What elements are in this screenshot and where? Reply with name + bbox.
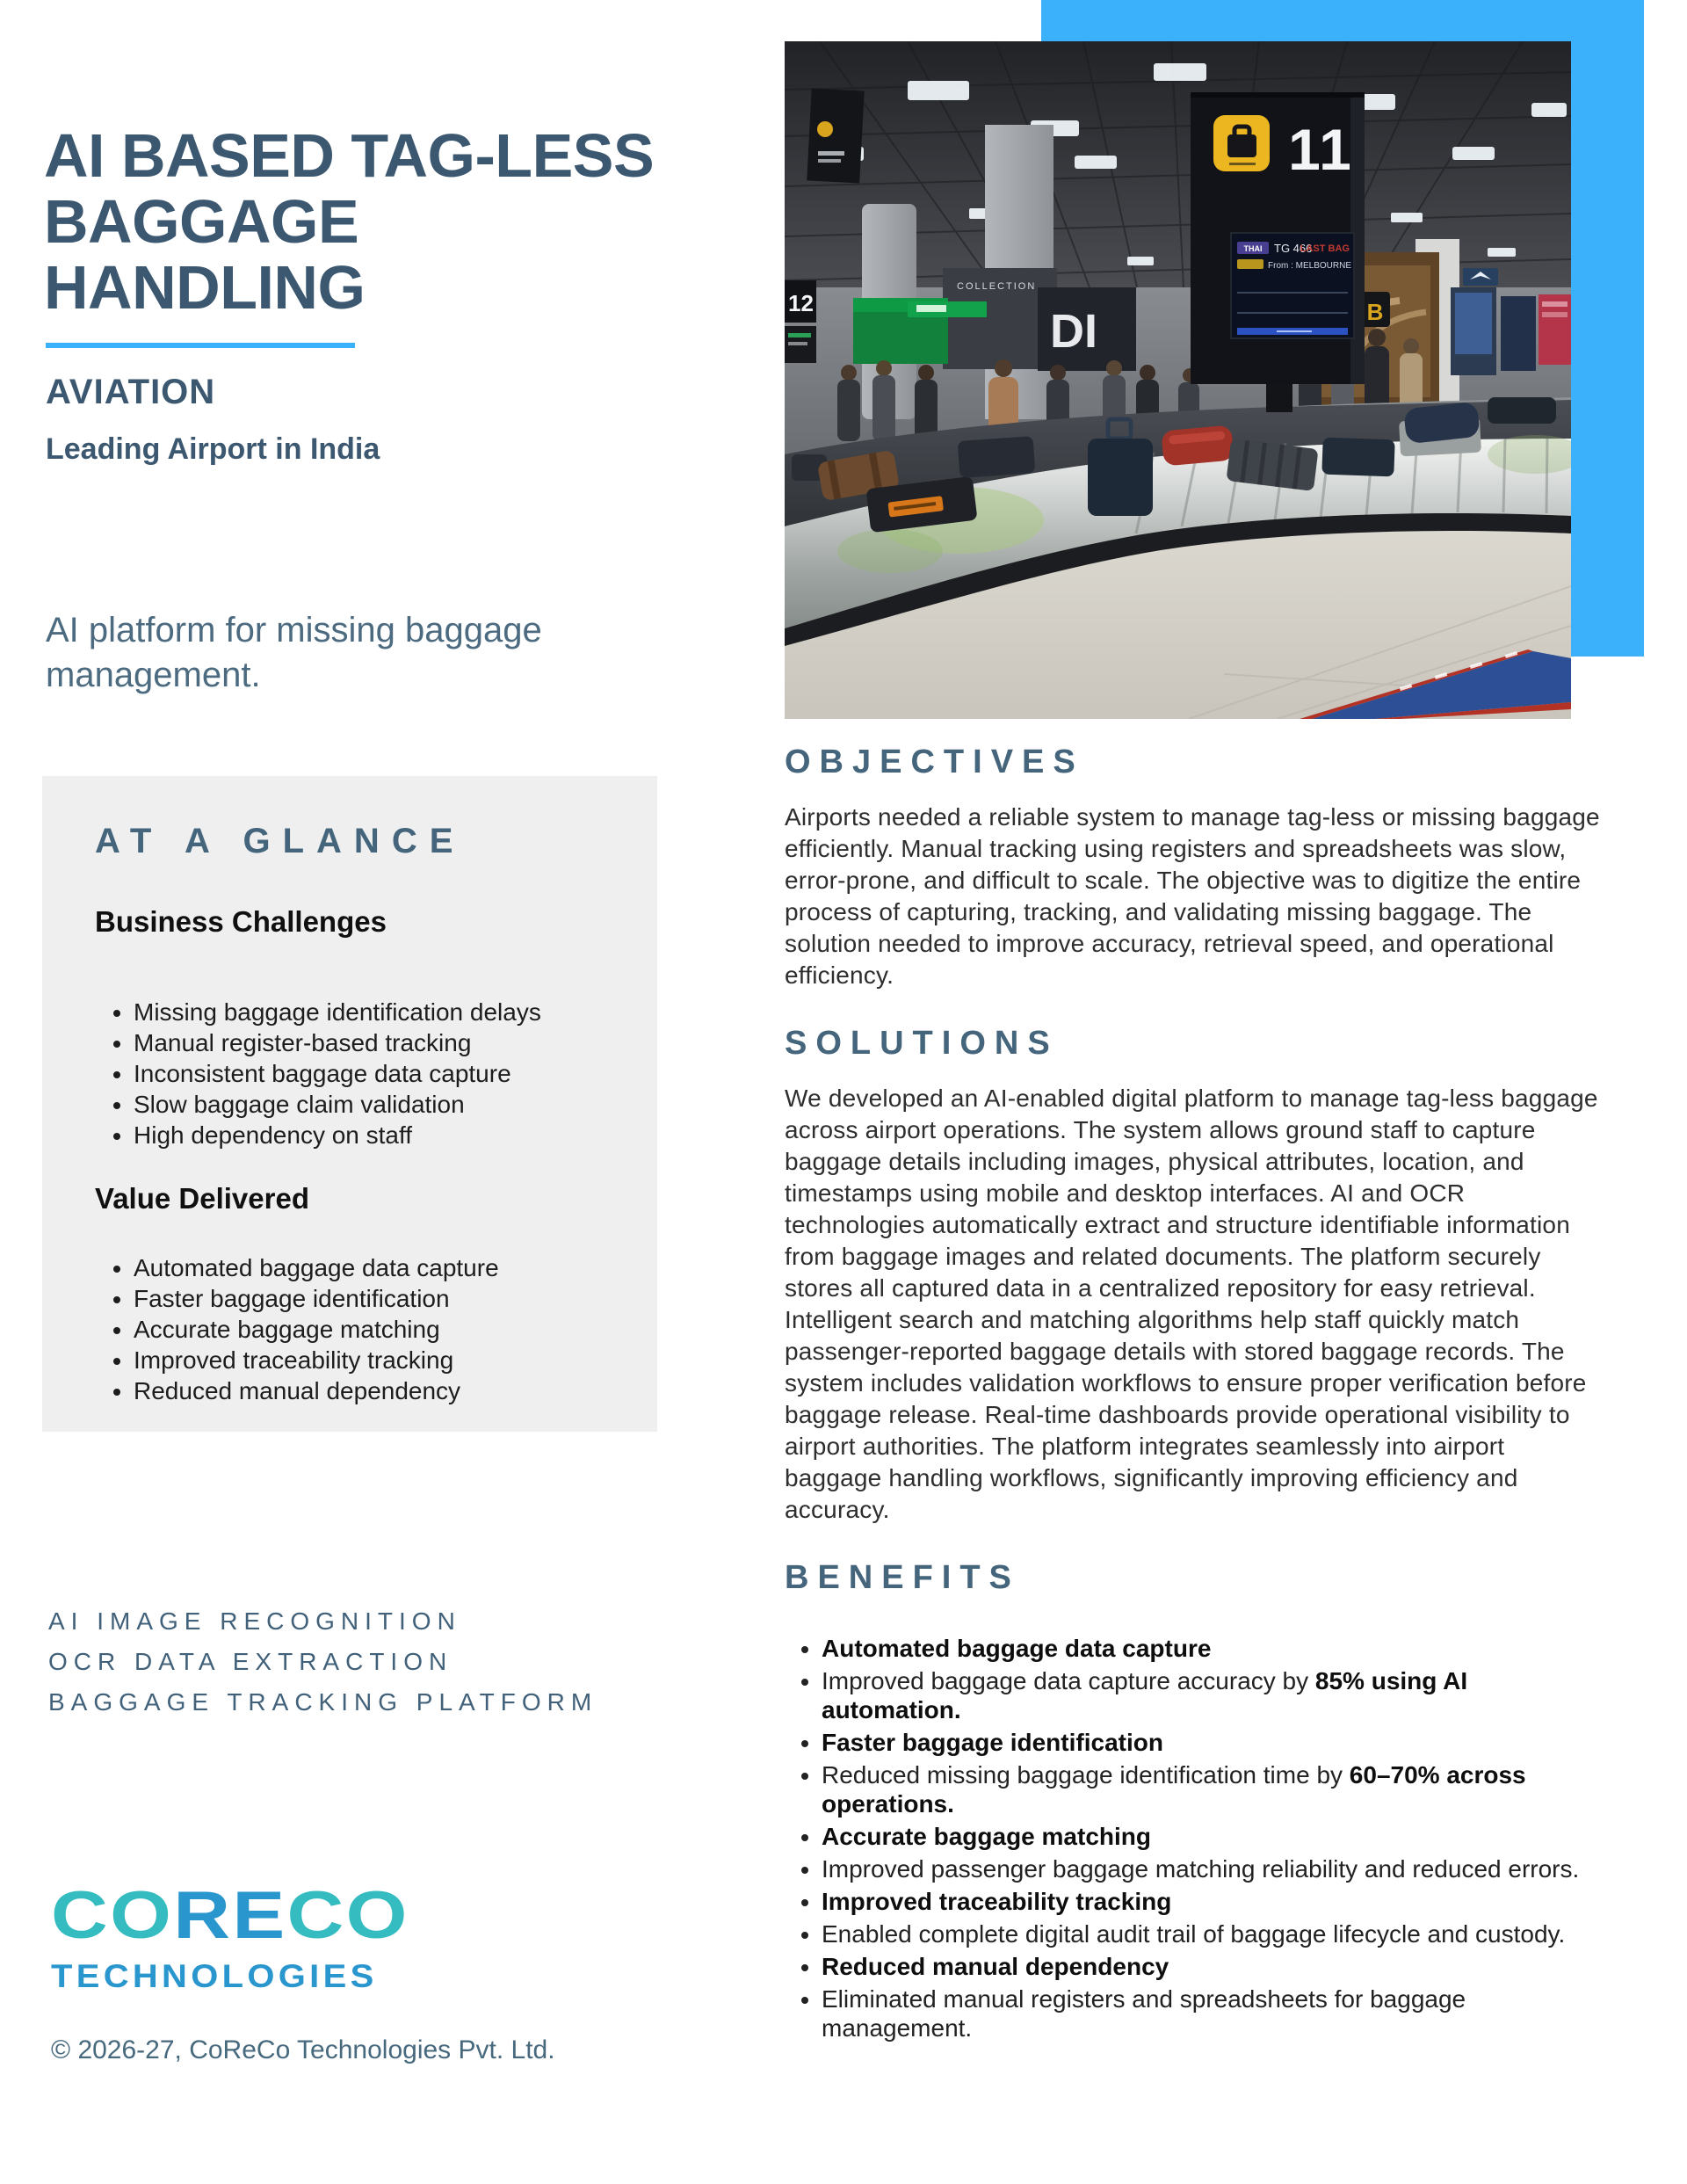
benefit-item: • Improved traceability tracking bbox=[822, 1887, 1600, 1916]
objectives-heading: OBJECTIVES bbox=[785, 744, 1084, 780]
glance-item: • High dependency on staff bbox=[134, 1120, 622, 1150]
glance-group bbox=[95, 905, 622, 1150]
page-title-line: BAGGAGE bbox=[44, 186, 359, 256]
benefits-section bbox=[785, 1561, 1600, 2043]
glance-item: • Faster baggage identification bbox=[134, 1283, 622, 1314]
glance-group-heading: Value Delivered bbox=[95, 1182, 309, 1215]
carousel-12-text: 12 bbox=[788, 290, 814, 316]
page-title-line: HANDLING bbox=[44, 252, 366, 322]
last-bag-text: LAST BAG bbox=[1300, 243, 1350, 254]
collection-sign-text: COLLECTION bbox=[957, 281, 1037, 292]
page-title bbox=[44, 123, 764, 321]
glance-item: • Accurate baggage matching bbox=[134, 1314, 622, 1345]
carousel-12-sign bbox=[785, 280, 816, 363]
carousel-totem-sign bbox=[1191, 92, 1365, 412]
solutions-heading: SOLUTIONS bbox=[785, 1025, 1059, 1062]
hanging-sign bbox=[807, 89, 864, 184]
at-a-glance-groups bbox=[95, 905, 622, 1406]
flight-number-text: TG 466 bbox=[1274, 242, 1313, 255]
summary-text: AI platform for missing baggage management. bbox=[46, 611, 542, 695]
logo-word-part: CO bbox=[51, 1878, 174, 1953]
carousel-number-text: 11 bbox=[1288, 117, 1353, 182]
at-a-glance-box bbox=[42, 776, 657, 1432]
objectives-section bbox=[785, 745, 1600, 991]
airline-tag-text: THAI bbox=[1243, 244, 1263, 253]
capability-tag: OCR DATA EXTRACTION bbox=[48, 1648, 453, 1675]
benefit-item: • Faster baggage identification bbox=[822, 1728, 1600, 1757]
baggage-claim-scene bbox=[785, 41, 1571, 719]
glance-item: • Improved traceability tracking bbox=[134, 1345, 622, 1375]
copyright-text: © 2026-27, CoReCo Technologies Pvt. Ltd. bbox=[51, 2035, 555, 2064]
benefits-heading: BENEFITS bbox=[785, 1559, 1020, 1596]
glance-item: • Missing baggage identification delays bbox=[134, 997, 622, 1027]
industry-label: AVIATION bbox=[46, 373, 216, 411]
benefit-item: • Enabled complete digital audit trail of baggage lifecycle and custody. bbox=[822, 1919, 1600, 1948]
glance-list bbox=[111, 997, 622, 1150]
logo-word-part: RE bbox=[173, 1878, 287, 1953]
benefit-item: • Automated baggage data capture bbox=[822, 1634, 1600, 1663]
benefits-list bbox=[785, 1634, 1600, 2043]
baggage-icon bbox=[1213, 115, 1270, 171]
capability-tag: BAGGAGE TRACKING PLATFORM bbox=[48, 1688, 598, 1716]
benefit-item: • Improved baggage data capture accuracy by 85% using AI automation. bbox=[822, 1666, 1600, 1724]
glance-item: • Slow baggage claim validation bbox=[134, 1089, 622, 1120]
glance-group bbox=[95, 1182, 622, 1406]
at-a-glance-heading: AT A GLANCE bbox=[95, 822, 466, 860]
page-title-line: AI BASED TAG-LESS bbox=[44, 121, 655, 190]
main-content bbox=[785, 745, 1600, 2046]
benefit-item: • Improved passenger baggage matching reliability and reduced errors. bbox=[822, 1854, 1600, 1883]
capability-tags bbox=[48, 1601, 597, 1723]
origin-text: From : MELBOURNE bbox=[1268, 261, 1352, 271]
company-logo bbox=[51, 1878, 409, 1995]
capability-tag: AI IMAGE RECOGNITION bbox=[48, 1607, 461, 1635]
shop-letters-text: DI bbox=[1050, 305, 1097, 358]
glance-item: • Automated baggage data capture bbox=[134, 1252, 622, 1283]
last-bag-screen bbox=[1231, 233, 1354, 338]
solutions-section bbox=[785, 1027, 1600, 1526]
hero-photo bbox=[785, 41, 1571, 719]
objectives-body: Airports needed a reliable system to manage tag-less or missing baggage efficiently. Manual tracking using registers and spreadsheets was slow, error-prone, and difficult to scale. The objective was to digitize the entire process of capturing, tracking, and validating missing baggage. The solution needed to improve accuracy, retrieval speed, and operational efficiency. bbox=[785, 803, 1600, 989]
benefit-item: • Reduced missing baggage identification time by 60–70% across operations. bbox=[822, 1760, 1600, 1818]
benefit-item: • Reduced manual dependency bbox=[822, 1952, 1600, 1981]
glance-list bbox=[111, 1252, 622, 1406]
logo-word-part: CO bbox=[286, 1878, 409, 1953]
logo-wordmark bbox=[51, 1878, 409, 1953]
glance-item: • Reduced manual dependency bbox=[134, 1375, 622, 1406]
shop-b-sign-text: B bbox=[1366, 299, 1384, 325]
benefit-item: • Eliminated manual registers and spreadsheets for baggage management. bbox=[822, 1984, 1600, 2043]
logo-subtitle: TECHNOLOGIES bbox=[51, 1958, 378, 1994]
title-underline bbox=[46, 343, 355, 348]
client-label: Leading Airport in India bbox=[46, 432, 380, 466]
glance-item: • Inconsistent baggage data capture bbox=[134, 1058, 622, 1089]
glance-item: • Manual register-based tracking bbox=[134, 1027, 622, 1058]
solutions-body: We developed an AI-enabled digital platform to manage tag-less baggage across airport operations. The system allows ground staff to capture baggage details including images, physical attributes, location, and timestamps using mobile and desktop interfaces. AI and OCR technologies automatically extract and structure identifiable information from baggage images and related documents. The platform securely stores all captured data in a centralized repository for easy retrieval. Intelligent search and matching algorithms help staff quickly match passenger-reported baggage details with stored baggage records. The system includes validation workflows to ensure proper verification before baggage release. Real-time dashboards provide operational visibility to airport authorities. The platform integrates seamlessly into airport baggage handling workflows, significantly improving efficiency and accuracy. bbox=[785, 1085, 1598, 1523]
benefit-item: • Accurate baggage matching bbox=[822, 1822, 1600, 1851]
glance-group-heading: Business Challenges bbox=[95, 905, 387, 938]
